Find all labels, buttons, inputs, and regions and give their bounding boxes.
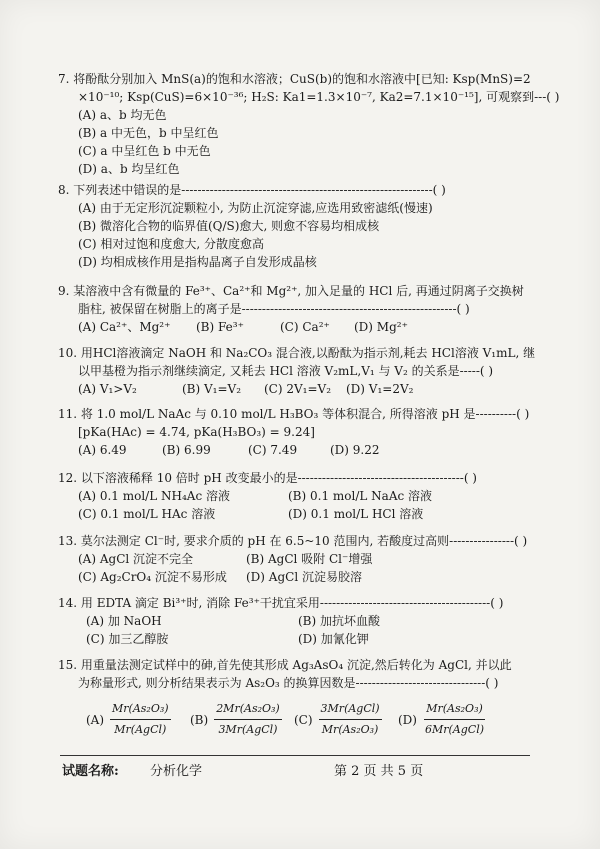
question-8-option-d: (D) 均相成核作用是指构晶离子自发形成晶核 <box>78 255 317 269</box>
question-8-option-b: (B) 微溶化合物的临界值(Q/S)愈大, 则愈不容易均相成核 <box>78 219 380 233</box>
option-d-label: (D) <box>398 712 417 727</box>
question-9-options <box>58 318 578 336</box>
option-c-label: (C) <box>294 712 313 727</box>
question-15-line-1: 15. 用重量法测定试样中的砷,首先使其形成 Ag₃AsO₄ 沉淀,然后转化为 AgCl, 并以此 <box>58 658 512 672</box>
option-c-numerator: 3Mr(AgCl) <box>319 700 382 720</box>
question-8-line-1: 8. 下列表述中错误的是--------------------------------------------------------------( ) <box>58 183 446 197</box>
question-12 <box>58 469 578 523</box>
option-c-fraction <box>319 700 382 739</box>
question-9 <box>58 282 578 336</box>
option-a-label: (A) <box>86 712 105 727</box>
question-14 <box>58 594 578 648</box>
question-14-line-1: 14. 用 EDTA 滴定 Bi³⁺时, 消除 Fe³⁺干扰宜采用------------------------------------------( ) <box>58 596 504 610</box>
footer-divider <box>60 755 530 756</box>
question-12-option-a: (A) 0.1 mol/L NH₄Ac 溶液 <box>78 489 230 503</box>
option-a-numerator: Mr(As₂O₃) <box>110 700 171 720</box>
question-9-option-b: (B) Fe³⁺ <box>196 320 244 334</box>
question-12-line-1: 12. 以下溶液稀释 10 倍时 pH 改变最小的是-----------------------------------------( ) <box>58 471 477 485</box>
option-d-denominator: 6Mr(AgCl) <box>424 723 485 736</box>
question-9-line-2: 脂柱, 被保留在树脂上的离子是-----------------------------------------------------( ) <box>78 302 470 316</box>
question-15-option-a <box>86 700 171 739</box>
footer-exam-label: 试题名称: <box>62 764 119 779</box>
question-15-option-c <box>294 700 382 739</box>
question-14-option-b: (B) 加抗坏血酸 <box>298 614 380 628</box>
question-10-option-d: (D) V₁=2V₂ <box>346 382 414 396</box>
question-7-option-b: (B) a 中无色，b 中呈红色 <box>78 126 219 140</box>
question-7-option-a: (A) a、b 均无色 <box>78 108 167 122</box>
question-14-options-row-2 <box>58 630 578 648</box>
question-8 <box>58 181 578 271</box>
question-9-option-d: (D) Mg²⁺ <box>354 320 408 334</box>
question-14-option-d: (D) 加氰化钾 <box>298 632 369 646</box>
question-15-line-2: 为称量形式, 则分析结果表示为 As₂O₃ 的换算因数是--------------------------------( ) <box>78 676 499 690</box>
question-11-options <box>58 441 578 459</box>
question-15-option-b <box>190 700 282 739</box>
question-9-option-c: (C) Ca²⁺ <box>280 320 330 334</box>
question-12-options-row-1 <box>58 487 578 505</box>
question-13-option-d: (D) AgCl 沉淀易胶溶 <box>246 570 362 584</box>
question-10-option-b: (B) V₁=V₂ <box>182 382 242 396</box>
question-13-options-row-1 <box>58 550 578 568</box>
option-b-numerator: 2Mr(As₂O₃) <box>214 700 282 720</box>
question-13-line-1: 13. 莫尔法测定 Cl⁻时, 要求介质的 pH 在 6.5~10 范围内, 若酸度过高则----------------( ) <box>58 534 528 548</box>
option-b-fraction <box>214 700 282 739</box>
question-12-options-row-2 <box>58 505 578 523</box>
question-15-option-d <box>398 700 486 739</box>
question-13-option-a: (A) AgCl 沉淀不完全 <box>78 552 194 566</box>
question-13-option-c: (C) Ag₂CrO₄ 沉淀不易形成 <box>78 570 227 584</box>
question-10 <box>58 344 578 398</box>
question-7 <box>58 70 578 178</box>
question-15-options <box>58 700 578 736</box>
option-d-numerator: Mr(As₂O₃) <box>424 700 485 720</box>
question-10-options <box>58 380 578 398</box>
question-10-line-1: 10. 用HCl溶液滴定 NaOH 和 Na₂CO₃ 混合液,以酚酞为指示剂,耗去 HCl溶液 V₁mL, 继 <box>58 346 536 360</box>
question-8-option-a: (A) 由于无定形沉淀颗粒小, 为防止沉淀穿滤,应选用致密滤纸(慢速) <box>78 201 433 215</box>
option-b-label: (B) <box>190 712 209 727</box>
question-7-option-c: (C) a 中呈红色 b 中无色 <box>78 144 211 158</box>
question-14-option-a: (A) 加 NaOH <box>86 614 162 628</box>
question-7-line-2: ×10⁻¹⁰; Ksp(CuS)=6×10⁻³⁶; H₂S: Ka1=1.3×10⁻⁷, Ka2=7.1×10⁻¹⁵], 可观察到---( ) <box>78 90 560 104</box>
option-b-denominator: 3Mr(AgCl) <box>218 723 278 736</box>
option-a-denominator: Mr(AgCl) <box>114 723 167 736</box>
question-11-option-b: (B) 6.99 <box>162 443 211 457</box>
question-13-options-row-2 <box>58 568 578 586</box>
question-9-line-1: 9. 某溶液中含有微量的 Fe³⁺、Ca²⁺和 Mg²⁺, 加入足量的 HCl 后, 再通过阴离子交换树 <box>58 284 524 298</box>
question-14-options-row-1 <box>58 612 578 630</box>
footer-subject: 分析化学 <box>150 764 203 779</box>
option-a-fraction <box>110 700 171 739</box>
question-13-option-b: (B) AgCl 吸附 Cl⁻增强 <box>246 552 373 566</box>
question-11-line-1: 11. 将 1.0 mol/L NaAc 与 0.10 mol/L H₃BO₃ 等体积混合, 所得溶液 pH 是----------( ) <box>58 407 530 421</box>
question-10-line-2: 以甲基橙为指示剂继续滴定, 又耗去 HCl 溶液 V₂mL,V₁ 与 V₂ 的关系是-----( ) <box>78 364 494 378</box>
question-12-option-c: (C) 0.1 mol/L HAc 溶液 <box>78 507 216 521</box>
question-10-option-a: (A) V₁>V₂ <box>78 382 137 396</box>
option-c-denominator: Mr(As₂O₃) <box>321 723 379 736</box>
question-11-constants: [pKa(HAc) = 4.74, pKa(H₃BO₃) = 9.24] <box>78 425 315 439</box>
question-8-option-c: (C) 相对过饱和度愈大, 分散度愈高 <box>78 237 264 251</box>
question-12-option-d: (D) 0.1 mol/L HCl 溶液 <box>288 507 424 521</box>
question-7-option-d: (D) a、b 均呈红色 <box>78 162 180 176</box>
question-10-option-c: (C) 2V₁=V₂ <box>264 382 332 396</box>
question-11-option-a: (A) 6.49 <box>78 443 127 457</box>
question-11 <box>58 405 578 459</box>
question-12-option-b: (B) 0.1 mol/L NaAc 溶液 <box>288 489 433 503</box>
question-13 <box>58 532 578 586</box>
option-d-fraction <box>423 700 486 739</box>
footer-page-number: 第 2 页 共 5 页 <box>334 764 424 779</box>
question-11-option-c: (C) 7.49 <box>248 443 298 457</box>
question-7-line-1: 7. 将酚酞分别加入 MnS(a)的饱和水溶液；CuS(b)的饱和水溶液中[已知: Ksp(MnS)=2 <box>58 72 531 86</box>
question-14-option-c: (C) 加三乙醇胺 <box>86 632 169 646</box>
question-11-option-d: (D) 9.22 <box>330 443 380 457</box>
question-9-option-a: (A) Ca²⁺、Mg²⁺ <box>78 320 171 334</box>
question-15 <box>58 656 578 736</box>
